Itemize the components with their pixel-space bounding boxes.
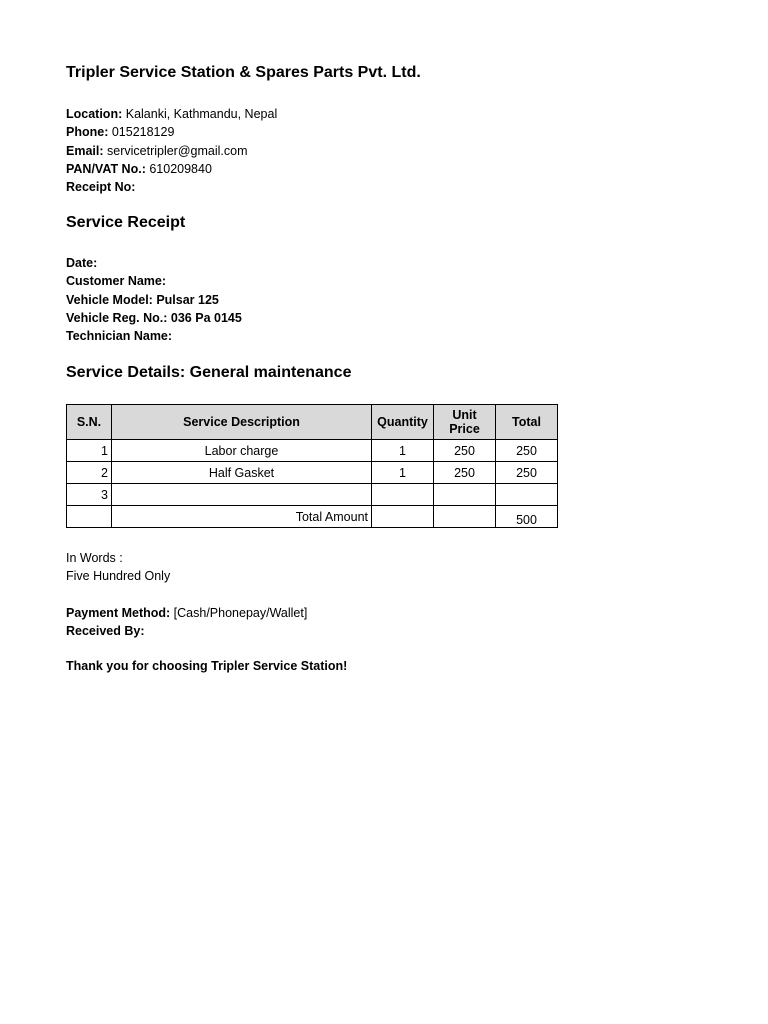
- location-label: Location:: [66, 107, 123, 121]
- received-by-label: Received By:: [66, 624, 145, 639]
- table-row: [67, 484, 558, 506]
- total-amount-value: 500: [496, 506, 558, 528]
- row-sn: 1: [67, 440, 112, 462]
- technician-label: Technician Name:: [66, 329, 173, 344]
- row-total: 250: [496, 440, 558, 462]
- pan-label: PAN/VAT No.:: [66, 161, 146, 176]
- total-row-blank: [372, 506, 434, 528]
- header-sn: S.N.: [67, 405, 112, 440]
- header-description: Service Description: [112, 405, 372, 440]
- phone-label: Phone:: [66, 125, 109, 140]
- payment-method-label: Payment Method:: [66, 606, 171, 620]
- total-row-blank: [67, 506, 112, 528]
- technician-line: [66, 327, 242, 345]
- amount-in-words: [66, 549, 170, 585]
- header-unit-price: Unit Price: [434, 405, 496, 440]
- receipt-no-line: [66, 178, 277, 196]
- row-description: [112, 484, 372, 506]
- payment-method-value: [Cash/Phonepay/Wallet]: [173, 606, 308, 620]
- row-quantity: [372, 484, 434, 506]
- total-row: [67, 506, 558, 528]
- pan-value: 610209840: [149, 161, 212, 176]
- row-unit-price: 250: [434, 440, 496, 462]
- row-quantity: 1: [372, 440, 434, 462]
- customer-info: [66, 254, 242, 345]
- payment-info: [66, 604, 307, 641]
- vehicle-reg-value: 036 Pa 0145: [170, 310, 242, 325]
- thank-you-note: Thank you for choosing Tripler Service Station!: [66, 659, 348, 673]
- row-description: Half Gasket: [112, 462, 372, 484]
- row-sn: 2: [67, 462, 112, 484]
- vehicle-reg-label: Vehicle Reg. No.:: [66, 310, 168, 325]
- date-label: Date:: [66, 256, 98, 270]
- email-label: Email:: [66, 143, 104, 158]
- customer-name-line: [66, 272, 242, 290]
- row-total: [496, 484, 558, 506]
- row-unit-price: 250: [434, 462, 496, 484]
- vehicle-model-line: [66, 291, 242, 309]
- table-header-row: [67, 405, 558, 440]
- row-quantity: 1: [372, 462, 434, 484]
- contact-info: [66, 105, 277, 196]
- header-quantity: Quantity: [372, 405, 434, 440]
- date-line: [66, 254, 242, 272]
- phone-line: [66, 123, 277, 141]
- header-total: Total: [496, 405, 558, 440]
- row-sn: 3: [67, 484, 112, 506]
- vehicle-reg-line: [66, 309, 242, 327]
- phone-value: 015218129: [111, 125, 175, 140]
- email-value: servicetripler@gmail.com: [107, 143, 248, 158]
- receipt-title: Service Receipt: [66, 214, 186, 231]
- table-row: [67, 462, 558, 484]
- total-row-blank: [434, 506, 496, 528]
- in-words-value: Five Hundred Only: [66, 569, 171, 583]
- vehicle-model-label: Vehicle Model:: [66, 292, 153, 307]
- in-words-label: In Words :: [66, 551, 123, 565]
- location-line: [66, 105, 277, 123]
- table-row: [67, 440, 558, 462]
- customer-name-label: Customer Name:: [66, 274, 167, 289]
- payment-method-line: [66, 604, 307, 622]
- received-by-line: [66, 622, 307, 640]
- row-unit-price: [434, 484, 496, 506]
- pan-line: [66, 160, 277, 178]
- service-details-heading: Service Details: General maintenance: [66, 364, 352, 381]
- company-name: Tripler Service Station & Spares Parts Pvt. Ltd.: [66, 64, 421, 81]
- service-table: [66, 404, 558, 528]
- location-value: Kalanki, Kathmandu, Nepal: [125, 107, 278, 121]
- row-total: 250: [496, 462, 558, 484]
- total-amount-label: Total Amount: [112, 506, 372, 528]
- vehicle-model-value: Pulsar 125: [156, 292, 219, 307]
- email-line: [66, 142, 277, 160]
- row-description: Labor charge: [112, 440, 372, 462]
- receipt-no-label: Receipt No:: [66, 180, 136, 195]
